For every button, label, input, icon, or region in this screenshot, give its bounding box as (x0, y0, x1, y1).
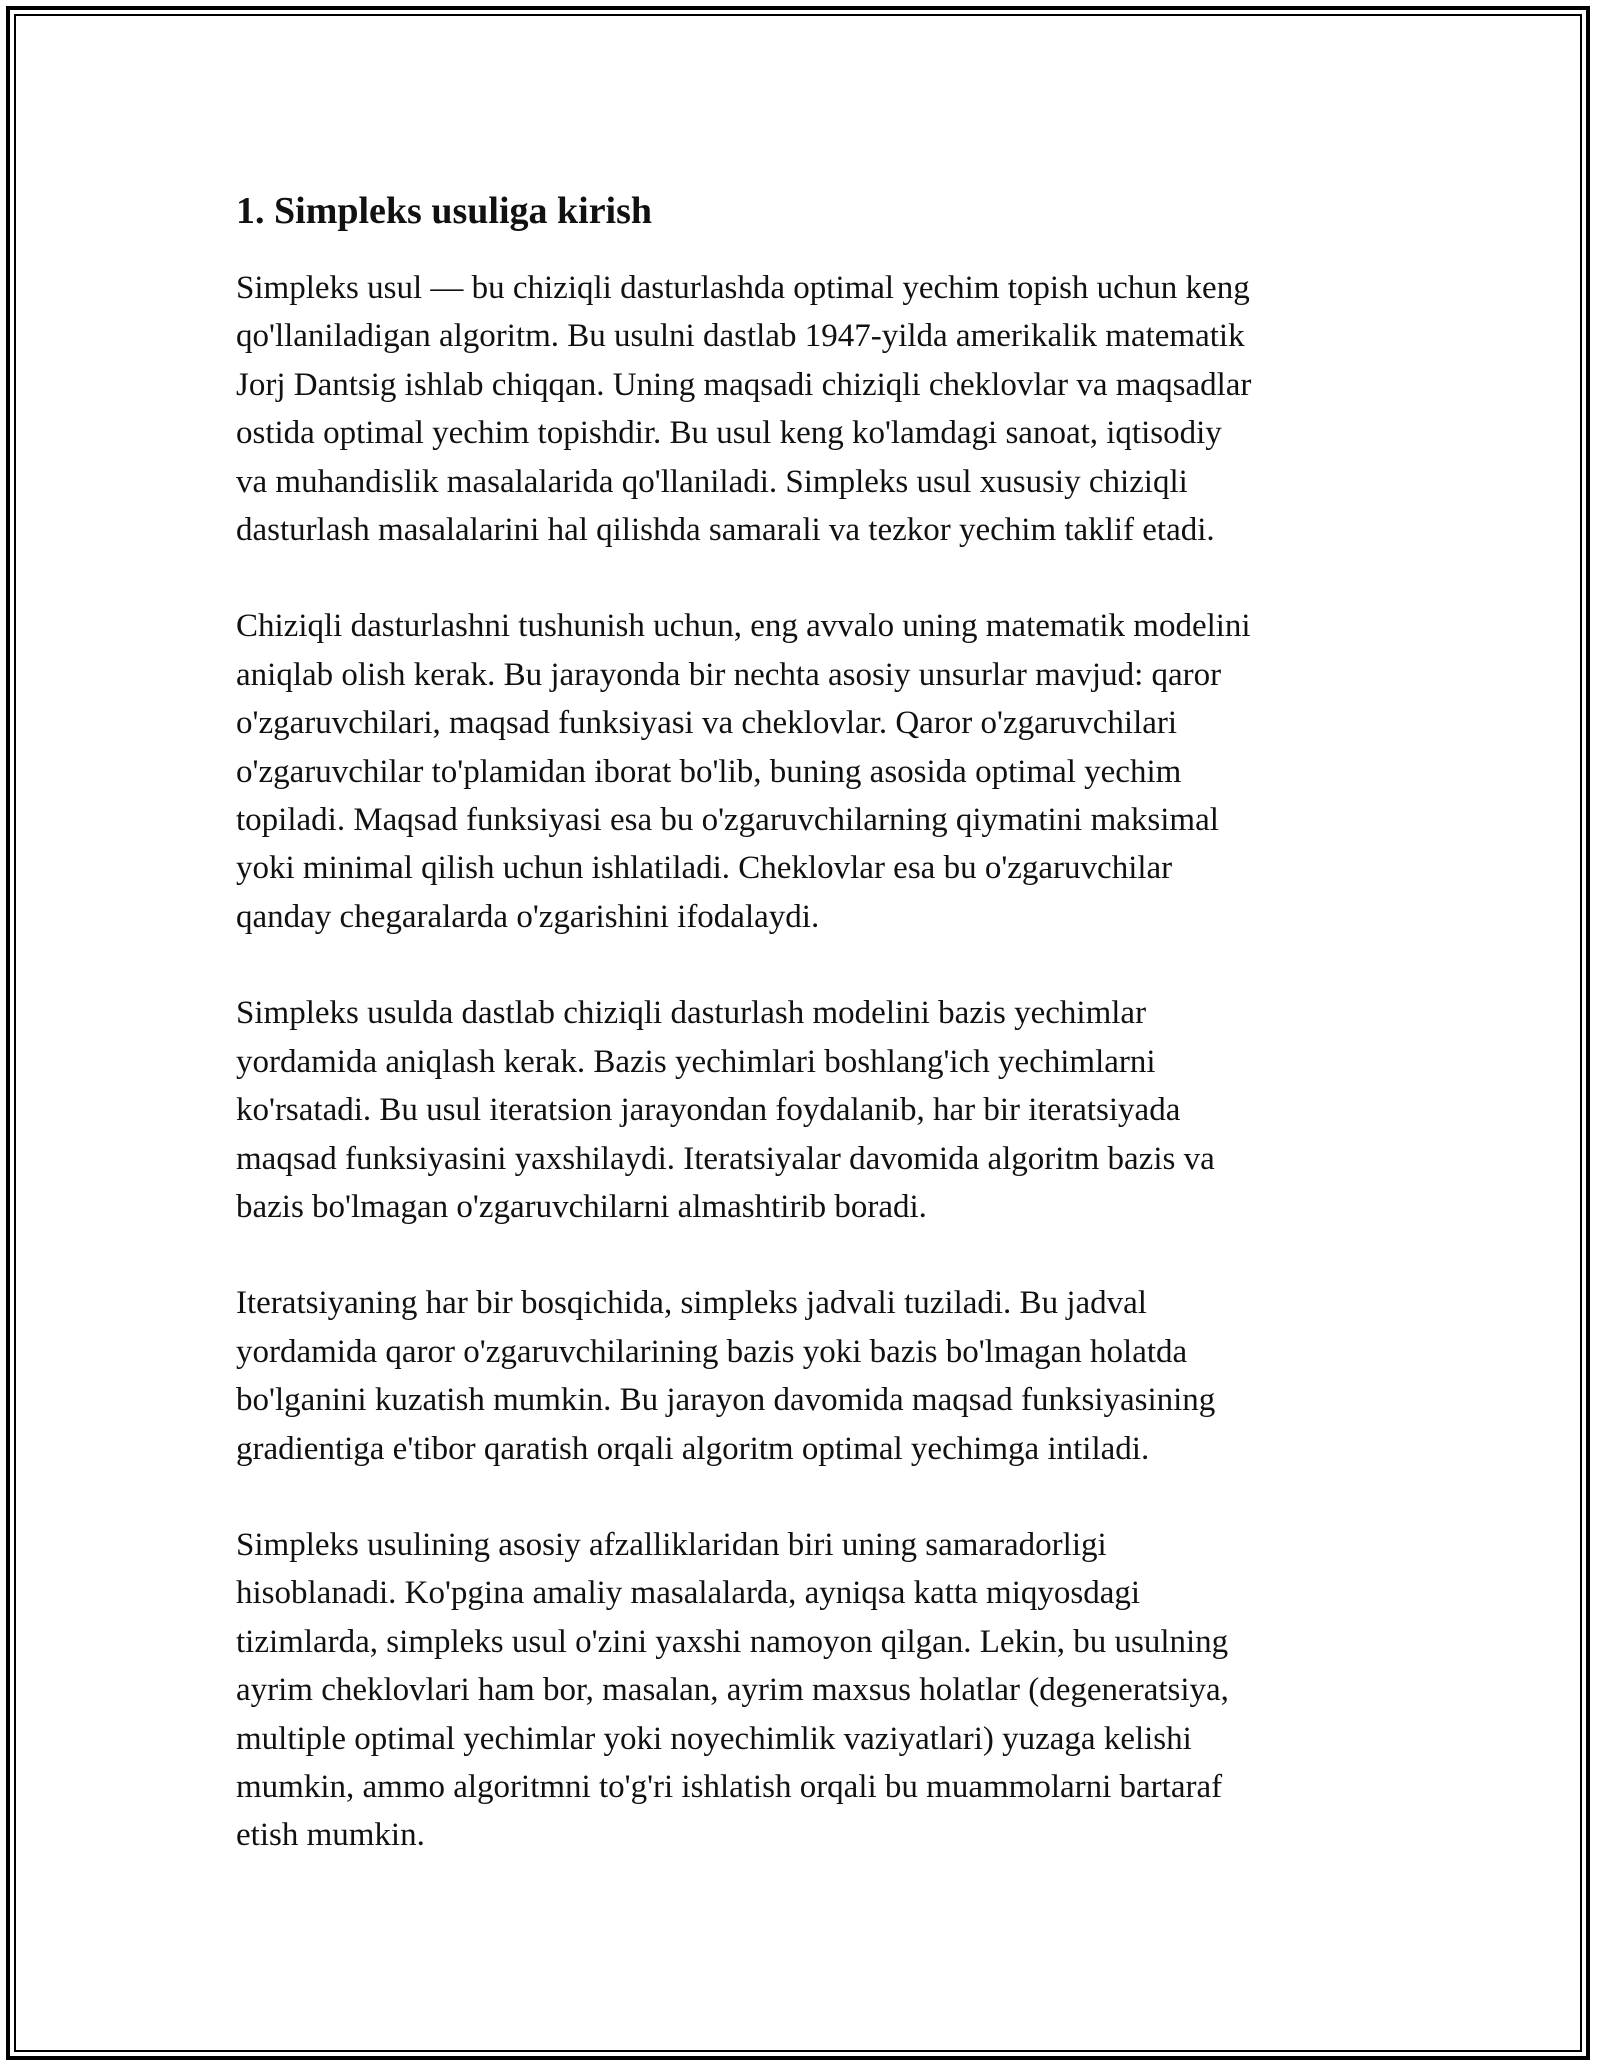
document-body (236, 186, 1396, 1908)
paragraph-iteration: Iteratsiyaning har bir bosqichida, simpleks jadvali tuziladi. Bu jadval yordamida qaror o'zgaruvchilarining bazis yoki bazis bo'lmagan holatda bo'lganini kuzatish mumkin. Bu jarayon davomida maqsad funksiyasining gradientiga e'tibor qaratish orqali algoritm optimal yechimga intiladi. (236, 1285, 1216, 1467)
paragraph-intro: Simpleks usul — bu chiziqli dasturlashda optimal yechim topish uchun keng qo'llaniladigan algoritm. Bu usulni dastlab 1947-yilda amerikalik matematik Jorj Dantsig ishlab chiqqan. Uning maqsadi chiziqli cheklovlar va maqsadlar ostida optimal yechim topishdir. Bu usul keng ko'lamdagi sanoat, iqtisodiy va muhandislik masalalarida qo'llaniladi. Simpleks usul xususiy chiziqli dasturlash masalalarini hal qilishda samarali va tezkor yechim taklif etadi. (236, 270, 1252, 549)
paragraph-advantages: Simpleks usulining asosiy afzalliklaridan biri uning samaradorligi hisoblanadi. Ko'pgina amaliy masalalarda, ayniqsa katta miqyosdagi tizimlarda, simpleks usul o'zini yaxshi namoyon qilgan. Lekin, bu usulning ayrim cheklovlari ham bor, masalan, ayrim maxsus holatlar (degeneratsiya, multiple optimal yechimlar yoki noyechimlik vaziyatlari) yuzaga kelishi mumkin, ammo algoritmni to'g'ri ishlatish orqali bu muammolarni bartaraf etish mumkin. (236, 1526, 1229, 1854)
paragraph-model: Chiziqli dasturlashni tushunish uchun, eng avvalo uning matematik modelini aniqlab olish kerak. Bu jarayonda bir nechta asosiy unsurlar mavjud: qaror o'zgaruvchilari, maqsad funksiyasi va cheklovlar. Qaror o'zgaruvchilari o'zgaruvchilar to'plamidan iborat bo'lib, buning asosida optimal yechim topiladi. Maqsad funksiyasi esa bu o'zgaruvchilarning qiymatini maksimal yoki minimal qilish uchun ishlatiladi. Cheklovlar esa bu o'zgaruvchilar qanday chegaralarda o'zgarishini ifodalaydi. (236, 608, 1251, 935)
section-title: 1. Simpleks usuliga kirish (236, 190, 653, 232)
paragraph-basis: Simpleks usulda dastlab chiziqli dasturlash modelini bazis yechimlar yordamida aniqlash kerak. Bazis yechimlari boshlang'ich yechimlarni ko'rsatadi. Bu usul iteratsion jarayondan foydalanib, har bir iteratsiyada maqsad funksiyasini yaxshilaydi. Iteratsiyalar davomida algoritm bazis va bazis bo'lmagan o'zgaruvchilarni almashtirib boradi. (236, 995, 1215, 1225)
